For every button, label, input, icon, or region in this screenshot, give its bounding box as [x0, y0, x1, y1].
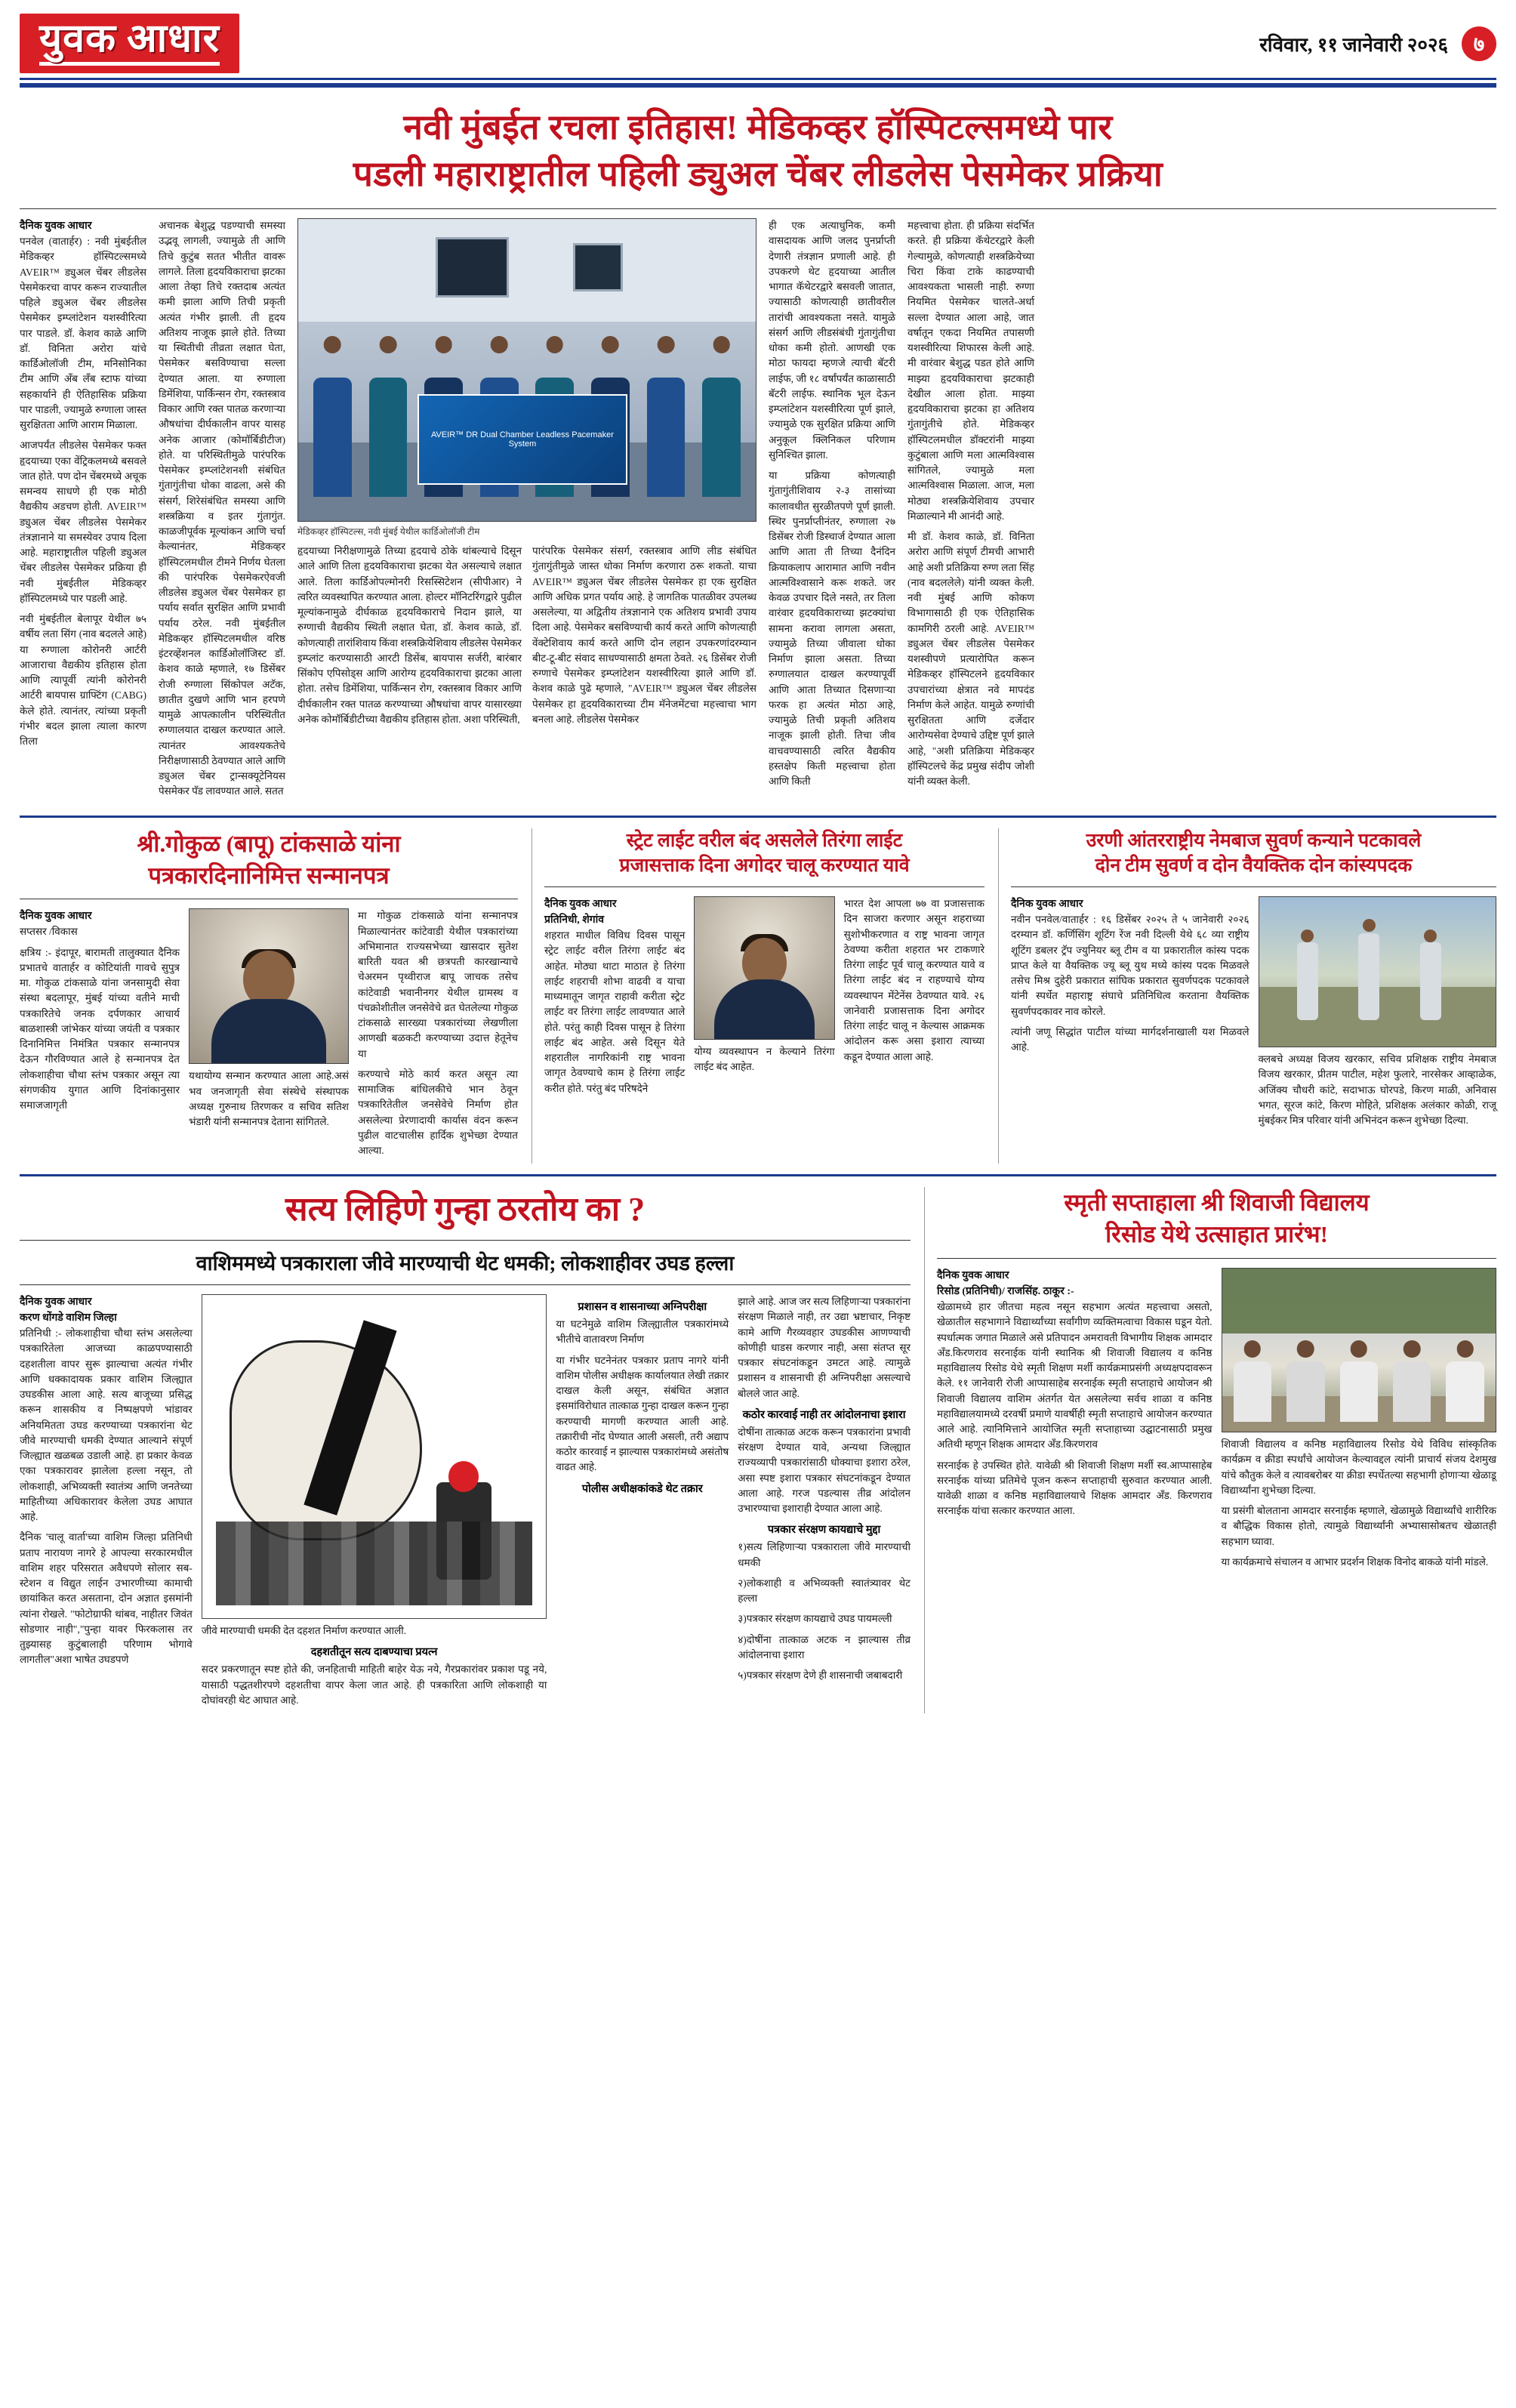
story2-rule	[544, 886, 984, 887]
story2-headline-line-1: स्ट्रेट लाईट वरील बंद असलेले तिरंगा लाईट	[626, 830, 903, 851]
bottom-right-byline: दैनिक युवक आधार	[937, 1270, 1009, 1282]
story3-headline-line-2: दोन टीम सुवर्ण व दोन वैयक्तिक दोन कांस्यपदक	[1095, 856, 1413, 877]
story1-paragraph: मा गोकुळ टांकसाळे यांना सन्मानपत्र मिळाल्यानंतर कांटेवाडी येथील पत्रकारांच्या अभिमानात राज्यसभेच्या खासदार सुतेश बारिती यवत श्री छत्रपती कारखान्याचे चेअरमन पृथ्वीराज बापू जाचक तसेच कांटेवाडी भवानीनगर येथील ग्रामस्थ व पंचक्रोशीतील जनसेवेचे व्रत घेतलेल्या गोकुळ टांकसाळे सारख्या पत्रकारांच्या लेखणीला आणखी बळकटी करण्याच्या उदात्त हेतूनेच या	[358, 910, 518, 1059]
lead-photo	[297, 218, 756, 522]
story2-byline: दैनिक युवक आधार	[544, 899, 617, 911]
lead-byline: दैनिक युवक आधार	[20, 220, 92, 233]
person-figure	[1297, 942, 1318, 1020]
photo-trees	[1222, 1269, 1496, 1333]
bottom-right-col-1	[937, 1268, 1212, 1575]
bottom-left-byline: दैनिक युवक आधार	[20, 1296, 92, 1309]
bottom-left-byline-2: करण धोंगडे वाशिम जिल्हा	[20, 1312, 117, 1324]
bottom-left-paragraph: प्रतिनिधी :- लोकशाहीचा चौथा स्तंभ असलेल्या पत्रकारितेला आजच्या काळपण्यासाठी दहशतीला वापर सुरू झाल्याचा अत्यंत गंभीर आणि धक्कादायक प्रकार वाशिम जिल्ह्यात उघडकीस आला आहे. सत्य बाजूच्या प्रसिद्ध करून शासकीय व निष्पक्षपणे भांडावर अनियमितता उघड करण्याच्या पत्रकारांना थेट जीवे मारण्याची धमकी देण्यात आल्याने संपूर्ण जिल्ह्यात खळबळ उडाली आहे. हा प्रकार केवळ एका पत्रकारावर झालेला हल्ला नसून, तो लोकशाही, अभिव्यक्ती स्वातंत्र्य आणि जनतेच्या माहितीच्या अधिकारावर केलेला उघड आघात आहे.	[20, 1327, 193, 1523]
bottom-left-list-item: २)लोकशाही व अभिव्यक्ती स्वातंत्र्यावर थेट हल्ला	[738, 1577, 911, 1605]
bottom-left-paragraph: दोषींना तात्काळ अटक करून पत्रकारांना प्रभावी संरक्षण देण्यात यावे, अन्यथा जिल्ह्यात राज्यव्यापी पत्रकारांसाठी धोक्याचा इशारा ठरेल, असा स्पष्ट इशारा पत्रकार संघटनांकडून देण्यात आला आहे. गरज पडल्यास तीव्र आंदोलन उभारण्याचा इशाराही देण्यात आला आहे.	[738, 1426, 911, 1515]
person-figure	[1387, 1340, 1437, 1422]
story-gokul-tanksale	[20, 828, 518, 1164]
lead-col-2	[159, 218, 285, 805]
story2-photo-col	[694, 896, 834, 1102]
bottom-right-photo	[1222, 1268, 1497, 1432]
bottom-right-photo-col	[1222, 1268, 1497, 1575]
story1-paragraph: क्षत्रिय :- इंदापूर, बारामती तालुक्यात दैनिक प्रभातचे वातार्हर व कोटियांती गावचे सुपुत्र मा. गोकुळ टांकसाळे यांना जनसामुदी सेवा संस्था बदलापूर, मुंबई यांच्या वतीने माची पत्रकारितेचे जनक दर्पणकार आचार्य बाळशास्त्री जांभेकर यांच्या जयंती व पत्रकार दिनानिमित्त निमंत्रित पत्रकार सन्मानपत्र देऊन गौरविण्यात आले हे सन्मानपत्र देत लोकशाहीचा चौथा स्तंभ पत्रकार असून त्या संगणकीय युगात आणि दिनांकानुसार समाजजागृती	[20, 946, 180, 1112]
bottom-left-illustration-col	[202, 1294, 547, 1713]
story-smruti-saptah	[924, 1187, 1496, 1713]
bottom-left-subheading: पत्रकार संरक्षण कायद्याचे मुद्दा	[767, 1524, 881, 1537]
lead-headline-line-1: नवी मुंबईत रचला इतिहास! मेडिकव्हर हॉस्पिटल्समध्ये पार	[403, 108, 1113, 146]
story2-photo	[694, 896, 834, 1040]
bottom-left-list-item: ५)पत्रकार संरक्षण देणे ही शासनाची जबाबदारी	[738, 1670, 903, 1682]
story1-col-1	[20, 908, 180, 1164]
bottom-right-columns	[937, 1268, 1496, 1575]
story3-col-1	[1011, 896, 1249, 1133]
newspaper-logo	[20, 14, 239, 73]
story1-columns	[20, 908, 518, 1164]
story1-paragraph: करण्याचे मोठे कार्य करत असून त्या सामाजिक बांधिलकीचे भान ठेवून पत्रकारितेतील जनसेवेचे निर्माण होत असलेल्या प्रेरणादायी कार्यास वंदन करून पुढील वाटचालीस हार्दिक शुभेच्छा देण्यात आल्या.	[358, 1068, 518, 1157]
lead-photo-caption: मेडिकव्हर हॉस्पिटल्स, नवी मुंबई येथील कार्डिओलॉजी टीम	[297, 526, 480, 538]
story1-byline: दैनिक युवक आधार	[20, 911, 92, 923]
lead-col-6	[907, 218, 1034, 805]
story1-photo-col	[189, 908, 349, 1164]
story3-paragraph: क्लबचे अध्यक्ष विजय खरकार, सचिव प्रशिक्षक राष्ट्रीय नेमबाज विजय खरकार, प्रीतम पाटील, महेश फुलारे, नारसेकर आव्हाळेक, अजिंक्य चौधरी कांटे, सदाभाऊ घोरपडे, किरण माळी, अनिवास भगत, सूरज कांटे, किरण मोहिते, प्रशिक्षक अलंकार कोळी, राजू मुंबईकर मित्र परिवार यांनी अभिनंदन करून शुभेच्छा दिल्या.	[1258, 1053, 1496, 1127]
story2-byline-2: प्रतिनिधी, शेगांव	[544, 914, 605, 927]
bottom-right-headline-line-2: रिसोड येथे उत्साहात प्रारंभ!	[1105, 1221, 1328, 1248]
middle-band	[20, 828, 1496, 1164]
bottom-left-subhead: वाशिममध्ये पत्रकाराला जीवे मारण्याची थेट धमकी; लोकशाहीवर उघड हल्ला	[196, 1251, 735, 1275]
photo-wall	[298, 219, 756, 322]
person-figure	[307, 336, 358, 497]
story2-col-1	[544, 896, 685, 1102]
lead-paragraph: नवी मुंबईतील बेलापूर येथील ७५ वर्षीय लता सिंग (नाव बदलले आहे) या रुग्णाला कोरोनरी आर्टरी आजाराचा वैद्यकीय इतिहास होता आणि त्यापूर्वी त्यांनी कोरोनरी आर्टरी बायपास ग्राफ्टिंग (CABG) केले होते. त्यानंतर, त्यांच्या प्रकृती गंभीर बदल झाला त्याला कारण तिला	[20, 613, 146, 748]
newspaper-title: युवक आधार	[39, 17, 220, 60]
lead-paragraph: या प्रक्रिया कोणत्याही गुंतागुंतीशिवाय २-३ तासांच्या कालावधीत सुरळीतपणे पूर्ण झाली. स्थिर पुनर्प्राप्तीनंतर, रुग्णाला २७ डिसेंबर रोजी डिस्चार्ज देण्यात आला आणि आता ती तिच्या दैनंदिन क्रियाकलाप आरामात आणि नवीन आत्मविश्वासाने करू शकते. जर केवळ उपचार दिले नसते, तर तिला वारंवार हृदयविकाराच्या झटक्यांचा सामना करावा लागला असता, ज्यामुळे तिच्या जीवाला धोका निर्माण झाला असता. तिच्या रुग्णालयात दाखल करण्यापूर्वी आणि आता तिच्यात दिसणाऱ्या फरक हा अत्यंत मोठा आहे, ज्यामुळे तिची प्रकृती अतिशय नाजूक झाली होती. तिचा जीव वाचवण्यासाठी त्वरित वैद्यकीय हस्तक्षेप किती महत्त्वाचा होता आणि किती	[769, 470, 895, 788]
bottom-right-paragraph: शिवाजी विद्यालय व कनिष्ठ महाविद्यालय रिसोड येथे विविध सांस्कृतिक कार्यक्रम व क्रीडा स्पर्धांचे आयोजन केल्यावद्दल त्यांनी प्राचार्य संजय देशमुख यांचे कौतुक केले व त्यावबरोबर या क्रीडा स्पर्धेतल्या सहभागी होणाऱ्या खेळाडू विद्यार्थ्यांना शुभेच्छा दिल्या.	[1221, 1438, 1496, 1496]
person-figure	[1228, 1340, 1277, 1422]
bottom-left-paragraph: सदर प्रकरणातून स्पष्ट होते की, जनहिताची माहिती बाहेर येऊ नये, गैरप्रकारांवर प्रकाश पडू नये, यासाठी पद्धतशीरपणे दहशतीचा वापर केला जात आहे. ही पत्रकारिता आणि लोकशाही या दोघांवरही थेट आघात आहे.	[201, 1663, 547, 1706]
bottom-left-rule-2	[20, 1284, 911, 1285]
bottom-left-paragraph: जीवे मारण्याची धमकी देत दहशत निर्माण करण्यात आली.	[201, 1625, 407, 1637]
lead-col-3	[297, 544, 522, 732]
bottom-left-list-item: १)सत्य लिहिणाऱ्या पत्रकाराला जीवे मारण्याची धमकी	[738, 1541, 911, 1568]
bottom-left-paragraph: या घटनेमुळे वाशिम जिल्ह्यातील पत्रकारांमध्ये भीतीचे वातावरण निर्माण	[556, 1318, 729, 1346]
bottom-left-paragraph: दैनिक 'चालू वार्ता'च्या वाशिम जिल्हा प्रतिनिधी प्रताप नारायण नागरे हे आपल्या सरकारमधील वाशिम शहर परिसरात अवैधपणे सोलार सब-स्टेशन व विद्युत लाईन उभारणीच्या कामाची छायांकित करत असताना, दोन अज्ञात इसमांनी त्यांना रोखले. "फोटोग्राफी थांबव, नाहीतर जिवंत सोडणार नाही","पुन्हा यावर फिरकलास तर तुझ्यासह कुटुंबालाही परिणाम भोगावे लागतील"अशा भाषेत उघडपणे	[20, 1531, 193, 1666]
story2-col-3	[844, 896, 984, 1102]
story1-photo	[189, 908, 349, 1064]
story3-byline: दैनिक युवक आधार	[1011, 899, 1083, 911]
lead-paragraph: ही एक अत्याधुनिक, कमी वासदायक आणि जलद पुनर्प्राप्ती देणारी तंत्रज्ञान प्रणाली आहे. ही उपकरणे थेट हृदयाच्या आतील भागात कॅथेटरद्वारे बसवली जातात, ज्यासाठी कोणत्याही छातीवरील तारांची आवश्यकता नसते. यामुळे संसर्ग आणि लीडसंबंधी गुंतागुंतीचा धोका कमी होतो. आणखी एक मोठा फायदा म्हणजे त्याची बॅटरी लाईफ, जी १८ वर्षांपर्यंत काळासाठी बॅटरी लाईफ. स्थानिक भूल देऊन इम्प्लांटेशन यशस्वीरित्या पूर्ण झाले, ज्यामुळे एक सुरक्षित प्रक्रिया आणि अनुकूल क्लिनिकल परिणाम सुनिश्चित झाला.	[769, 220, 895, 461]
lead-headline-rule	[20, 208, 1496, 209]
lead-col-4	[532, 544, 756, 732]
bottom-left-columns	[20, 1294, 911, 1713]
date-band	[1259, 26, 1496, 61]
masthead-rule	[20, 83, 1496, 88]
story-journalist-threat	[20, 1187, 911, 1713]
event-banner: AVEIR™ DR Dual Chamber Leadless Pacemaker System	[418, 394, 628, 485]
person-figure	[1358, 933, 1379, 1020]
story2-headline-line-2: प्रजासत्ताक दिना अगोदर चालू करण्यात यावे	[619, 856, 910, 877]
story3-paragraph: त्यांनी जणू सिद्धांत पाटील यांच्या मार्गदर्शनाखाली यश मिळवले आहे.	[1011, 1025, 1249, 1053]
bottom-right-paragraph: सरनाईक हे उपस्थित होते. यावेळी श्री शिवाजी शिक्षण मर्शी स्व.आप्पासाहेब सरनाईक यांच्या प्रतिमेचे पूजन करून सप्ताहाची सुरुवात करण्यात आली. यावेळी शाळा व कनिष्ठ महाविद्यालयाचे शिक्षक आमदार अँड. किरणराव सरनाईक यांचा सत्कार करण्यात आला.	[937, 1459, 1212, 1517]
bottom-right-byline-2: रिसोड (प्रतिनिधी)/ राजसिंह. ठाकूर :-	[937, 1286, 1074, 1298]
lead-headline	[27, 104, 1489, 198]
person-shoulders	[211, 999, 325, 1064]
bottom-left-subheading: पोलीस अधीक्षकांकडे थेट तक्रार	[581, 1482, 703, 1495]
lead-paragraph: अचानक बेशुद्ध पडण्याची समस्या उद्भवू लागली, ज्यामुळे ती आणि तिचे कुटुंब सतत भीतीत वावरू लागले. तिला हृदयविकाराचा झटका आला तेव्हा तिचे रक्तदाब अत्यंत कमी झाला आणि तिची प्रकृती अत्यंत गंभीर झाली. ती हृदय अतिशय नाजूक झाले होते. तिच्या या स्थितीची तीव्रता लक्षात घेता, पेसमेकर बसविण्याचा सल्ला देण्यात आला. या रुग्णाला डिमेंशिया, पार्किन्सन रोग, रक्तस्त्राव विकार आणि रक्त पातळ करणाऱ्या औषधांचा दीर्घकालीन वापर यासह अनेक आजार (कोमॉर्बिडीटीज) होते. या परिस्थितीमुळे पारंपरिक पेसमेकर इम्प्लांटेशनशी संबंधित गुंतागुंतीचा धोका वाढला, असे की संसर्ग, शिरेसंबंधित समस्या आणि शस्त्रक्रिया व इतर गुंतागुंत. काळजीपूर्वक मूल्यांकन आणि चर्चा केल्यानंतर, मेडिकव्हर हॉस्पिटलमधील टीमने निर्णय घेतला की पारंपरिक पेसमेकरऐवजी लीडलेस ड्युअल चेंबर पेसमेकर हा पर्याय सर्वात सुरक्षित आणि प्रभावी पर्याय ठरेल. नवी मुंबईतील मेडिकव्हर हॉस्पिटलमधील वरिष्ठ इंटरव्हेंशनल कार्डिओलॉजिस्ट डॉ. केशव काळे म्हणाले, १७ डिसेंबर रोजी रुग्णाला सिंकोपल अटॅक, छातीत दुखणे आणि भान हरपणे यामुळे आपत्कालीन परिस्थितीत रुग्णालयात दाखल करण्यात आले. त्यानंतर आवश्यकतेचे निरीक्षणासाठी ठेवण्यात आले आणि ड्युअल चेंबर ट्रान्सक्यूटेनियस पेसमेकर पॅड लावण्यात आले. सतत	[159, 220, 285, 797]
bottom-left-list-item: ४)दोषींना तात्काळ अटक न झाल्यास तीव्र आंदोलनाचा इशारा	[738, 1633, 911, 1660]
bottom-right-paragraph: या प्रसंगी बोलताना आमदार सरनाईक म्हणाले, खेळामुळे विद्यार्थ्यांचे शारीरिक व बौद्धिक विकास होतो, त्यामुळे विद्यार्थ्यांनी अभ्यासासोबतच खेळातही सहभाग घ्यावा.	[1221, 1505, 1496, 1547]
bottom-right-rule	[937, 1258, 1496, 1259]
logo-underline	[39, 62, 220, 66]
lead-photo-under-columns	[297, 544, 756, 732]
bottom-band	[20, 1187, 1496, 1713]
bottom-right-headline-line-1: स्मृती सप्ताहाला श्री शिवाजी विद्यालय	[1064, 1189, 1370, 1216]
illustration-pen-and-cameras	[202, 1294, 547, 1619]
story3-rule	[1011, 886, 1496, 887]
person-figure	[641, 336, 692, 497]
section-divider-2	[20, 1174, 1496, 1176]
lead-paragraph: मी डॉ. केशव काळे, डॉ. विनिता अरोरा आणि संपूर्ण टीमची आभारी आहे अशी प्रतिक्रिया रुग्ण लता सिंह (नाव बदललेले) यांनी व्यक्त केली. नवी मुंबई आणि कोकण विभागासाठी ही एक ऐतिहासिक कामगिरी ठरली आहे. AVEIR™ ड्युअल चेंबर लीडलेस पेसमेकर यशस्वीपणे प्रत्यारोपित करून मेडिकव्हर हॉस्पिटलने हृदयविकार उपचारांच्या क्षेत्रात नवे मापदंड निर्माण केले आहेत. यामुळे रुग्णांची सुरक्षितता आणि दर्जेदार आरोग्यसेवा देण्याचे उद्दिष्ट पूर्ण झाले आहे, "अशी प्रतिक्रिया मेडिकव्हर हॉस्पिटलचे केंद्र प्रमुख संदीप जोशी यांनी व्यक्त केली.	[907, 531, 1034, 788]
lead-story	[20, 218, 1496, 805]
masthead	[20, 14, 1496, 80]
bottom-left-subheading: दहशतीतून सत्य दाबण्याचा प्रयत्न	[310, 1646, 438, 1659]
bottom-left-subheading: प्रशासन व शासनाच्या अग्निपरीक्षा	[578, 1301, 707, 1314]
page-number-badge: ७	[1462, 26, 1496, 61]
section-divider-1	[20, 816, 1496, 818]
bottom-left-rule	[20, 1240, 911, 1241]
cameras-illustration	[216, 1522, 532, 1605]
story-shooting-medals	[998, 828, 1496, 1164]
lead-photo-block	[297, 218, 756, 805]
story-tiranga-lights	[532, 828, 984, 1164]
story1-headline-line-1: श्री.गोकुळ (बापू) टांकसाळे यांना	[137, 830, 401, 857]
bottom-left-paragraph: झाले आहे. आज जर सत्य लिहिणाऱ्या पत्रकारांना संरक्षण मिळाले नाही, तर उद्या भ्रष्टाचार, निकृष्ट कामे आणि गैरव्यवहार उघडकीस आणण्याची कोणीही धाडस करणार नाही, असा संतप्त सूर पत्रकार संघटनांकडून उमटत आहे. त्यामुळे प्रशासन व शासनाची ही अग्निपरीक्षा असल्याचे बोलले जात आहे.	[738, 1296, 911, 1399]
person-figure	[696, 336, 747, 497]
lead-col-1	[20, 218, 146, 805]
bottom-left-paragraph: या गंभीर घटनेनंतर पत्रकार प्रताप नागरे यांनी वाशिम पोलीस अधीक्षक कार्यालयात लेखी तक्रार दाखल केली असून, संबंधित अज्ञात इसमांविरोधात तात्काळ गुन्हा दाखल करून गुन्हा करण्याची मागणी करण्यात आली आहे. तक्रारीची नोंद घेण्यात आली असली, तरी अद्याप कठोर कारवाई न झाल्यास पत्रकारांमध्ये असंतोष वाढत आहे.	[556, 1354, 729, 1473]
story1-col-3	[358, 908, 518, 1164]
lead-paragraph: महत्त्वाचा होता. ही प्रक्रिया संदर्भित करते. ही प्रक्रिया कॅथेटरद्वारे केली गेल्यामुळे, कोणत्याही शस्त्रक्रियेच्या चिरा किंवा टाके काढण्याची आवश्यकता भासली नाही. रुग्णा नियमित पेसमेकर चालते-अर्धा सल्ला देण्यात आला आहे, जात वर्षातून एकदा नियमित तपासणी यशस्वीरित्या शिफारस केली आहे. मी वारंवार बेशुद्ध पडत होते आणि माझ्या हृदयविकाराचा झटकाही देखील आला होता. माझ्या हृदयविकाराचा झटका हा अतिशय गुंतागुंतीचे होते. मेडिकव्हर हॉस्पिटलमधील डॉक्टरांनी माझ्या कुटुंबाला आणि मला आत्मविश्वास सांगितले, ज्यामुळे मला आत्मविश्वास मिळाला. आज, मला मोठ्या शस्त्रक्रियेशिवाय उपचार मिळाल्याने मी आनंदी आहे.	[907, 220, 1034, 522]
monitor-screen	[436, 237, 509, 298]
bottom-left-col-3	[556, 1294, 729, 1713]
lead-dateline: पनवेल (वातार्हर) : नवी मुंबईतील मेडिकव्हर हॉस्पिटल्समध्ये AVEIR™ ड्युअल चेंबर लीडलेस पेसमेकरचा वापर करून राज्यातील पहिले ड्युअल चेंबर लीडलेस पेसमेकर इम्प्लांटेशन यशस्वीरित्या पार पाडले. डॉ. केशव काळे आणि डॉ. विनिता अरोरा यांचे कार्डिओलॉजी टीम, मनिसोनिका टीम आणि अँब लँब स्टाफ यांच्या सहकार्याने ही ऐतिहासिक प्रक्रिया पार पाडली, ज्यामुळे रुग्णाला जास्त सुरक्षितता आणि आराम मिळाला.	[20, 236, 146, 431]
story3-photo-col	[1259, 896, 1497, 1133]
person-figure	[1420, 942, 1441, 1020]
lead-col-5	[769, 218, 895, 805]
story1-paragraph: यथायोग्य सन्मान करण्यात आला आहे.असं भव जनजागृती सेवा संस्थेचे संस्थापक अध्यक्ष गुरुनाथ तिरणकर व सचिव सतिश भंडारी यांनी सन्मानपत्र देताना सांगितले.	[189, 1070, 349, 1128]
bottom-right-paragraph: या कार्यक्रमाचे संचालन व आभार प्रदर्शन शिक्षक विनोद बाकळे यांनी मांडले.	[1221, 1555, 1489, 1568]
bottom-left-list-item: ३)पत्रकार संरक्षण कायद्याचे उघड पायमल्ली	[738, 1613, 892, 1625]
person-figure	[1334, 1340, 1384, 1422]
story1-paragraph: सप्तसर /विकास	[20, 926, 78, 938]
bottom-right-paragraph: खेळामध्ये हार जीतचा महत्व नसून सहभाग अत्यंत महत्त्वाचा असतो, खेळातील सहभागाने विद्यार्थ्यांच्या सर्वांगीण व्यक्तिमत्वाचा विकास घडून येतो. स्पर्धात्मक जगात मिळाले असे प्रतिपादन अमरावती विभागीय शिक्षक आमदार अँड.किरणराव सरनाईक यांनी स्थानिक श्री शिवाजी विद्यालय व कनिष्ठ महाविद्यालय रिसोड येथे स्मृती शिक्षण मर्शी कार्यक्रमाप्रसंगी अध्यक्षपदावरून केले. ११ जानेवारी रोजी आप्पासाहेब सरनाईक स्मृती सप्ताहाचे आयोजन श्री शिवाजी विद्यालय वाशिम अंतर्गत येत असलेल्या सर्वच शाळा व कनिष्ठ महाविद्यालयामध्ये दरवर्षी प्रमाणे यावर्षीही स्मृती सप्ताहाचे आयोजन करण्यात आले आहे. त्यानिमित्ताने आयोजित स्मृती सप्ताहाच्या उद्घाटनासाठी प्रमुख अतिथी म्हणून शिक्षक आमदार अँड.किरणराव	[937, 1301, 1212, 1451]
bottom-left-col-4	[738, 1294, 911, 1713]
story2-paragraph: शहरात माधील विविध दिवस पासून स्ट्रेट लाईट वरील तिरंगा लाईट बंद आहेत. मोठ्या थाटा माठात हे तिरंगा लाईट शहराची शोभा वाढवी व याचा माध्यमातून जागृत राहावी करीता स्ट्रेट लाईट वर तिरंगा लाईट लावण्यात आले होते. परंतु काही दिवस पासून हे तिरंगा लाईट बंद आहेत. असे दिसून येते शहरातील नागरिकांनी राष्ट्र भावना जागृत ठेवण्याचे काम हे तिरंगा लाईट करीत होते. परंतु बंद परिषदेने	[544, 930, 686, 1094]
story3-columns	[1011, 896, 1496, 1133]
story1-headline-line-2: पत्रकारदिनानिमित्त सन्मानपत्र	[148, 862, 390, 889]
story3-paragraph: नवीन पनवेल/वातार्हर : १६ डिसेंबर २०२५ ते ५ जानेवारी २०२६ दरम्यान डॉ. कर्णिसिंग शूटिंग रेंज नवी दिल्ली येथे ६८ व्या राष्ट्रीय शूटिंग डबलर ट्रॅप ज्युनियर ब्लू टीम व या प्रकारातील कांस्य पदक प्राप्त केले या वैयक्तिक ज्यू ब्लू युथ मध्ये कांस्य पदक मिळवले तसेच मिश्र दुहेरी प्रकारात सांघिक प्रकारात सुवर्णपदक पटकावले यांनी स्पर्धेत महाराष्ट्र संघाचे प्रतिनिधित्व करताना वैयक्तिक सुवर्णपदकावर नाव कोरले.	[1011, 914, 1249, 1017]
person-figure	[363, 336, 414, 497]
story3-photo	[1259, 896, 1497, 1047]
story2-paragraph: योग्य व्यवस्थापन न केल्याने तिरंगा लाईट बंद आहेत.	[694, 1046, 835, 1073]
lead-paragraph: पारंपरिक पेसमेकर संसर्ग, रक्तस्त्राव आणि लीड संबंधित गुंतागुंतीमुळे जास्त धोका निर्माण करणारा ठरू शकतो. याचा AVEIR™ ड्युअल चेंबर लीडलेस पेसमेकर हा एक सुरक्षित आणि अधिक प्रगत पर्याय आहे. हे जागतिक पातळीवर उपलब्ध असलेल्या, या अद्वितीय तंत्रज्ञानाने एक अतिशय प्रभावी उपाय दिला आहे. पेसमेकर बसविण्याची कार्य करते आणि कोणत्याही वेंक्टेशिवाय कार्य करते आणि दोन लहान उपकरणांदरम्यान बीट-टू-बीट संवाद साधण्यासाठी क्षमता ठेवते. २६ डिसेंबर रोजी रुग्णाचे पेसमेकर इम्प्लांटेशन यशस्वीरित्या झाले आणि डॉ. केशव काळे पुढे म्हणाले, "AVEIR™ ड्युअल चेंबर लीडलेस पेसमेकर हा हृदयविकाराच्या टीम मॅनेजमेंटचा महत्त्वाचा भाग बनला आहे. लीडलेस पेसमेकर	[532, 545, 756, 725]
story2-paragraph: भारत देश आपला ७७ वा प्रजासत्ताक दिन साजरा करणार असून शहराच्या सुशोभीकरणात व राष्ट्र भावना जागृत ठेवण्या करीता शहरात भर टाकणारे तिरंगा लाईट पूर्व चालू करण्यात यावे व तिरंगा लाईट बंद न राहण्याचे योग्य व्यवस्थापन मेंटेनेंस ठेवण्यात यावे. २६ जानेवारी प्रजासत्ताक दिना अगोदर तिरंगा लाईट चालू न केल्यास आक्रमक आंदोलन करू असा इशारा त्याच्या कडून देण्यात आला आहे.	[843, 898, 984, 1062]
bottom-left-headline: सत्य लिहिणे गुन्हा ठरतोय का ?	[285, 1191, 646, 1229]
monitor-screen-secondary	[573, 243, 624, 291]
bottom-left-subheading: कठोर कारवाई नाही तर आंदोलनाचा इशारा	[742, 1408, 906, 1421]
lead-headline-line-2: पडली महाराष्ट्रातील पहिली ड्युअल चेंबर लीडलेस पेसमेकर प्रक्रिया	[353, 155, 1163, 194]
issue-date: रविवार, ११ जानेवारी २०२६	[1259, 33, 1448, 56]
lead-paragraph: हृदयाच्या निरीक्षणामुळे तिच्या हृदयाचे ठोके थांबल्याचे दिसून आले आणि तिला हृदयविकाराचा झटका येत असल्याचे लक्षात आले. तिला कार्डिओपल्मोनरी रिसस्सिटेशन (सीपीआर) ने त्वरित व्यवस्थापित करण्यात आला. होल्टर मॉनिटरिंगद्वारे पुढील मूल्यांकनामुळे दीर्घकाळ हृदयविकाराचे निदान झाले, या रुग्णाची वैद्यकीय स्थिती लक्षात घेता, डॉ. केशव काळे, डॉ. कोणत्याही तारांशिवाय किंवा शस्त्रक्रियेशिवाय लीडलेस पेसमेकर इम्प्लांट करण्यासाठी आरटी डिसेंब, बायपास सर्जरी, बारंबार सिंकोप एपिसोड्स आणि आरोग्य हृदयविकाराचा झटका आला होता. तसेच डिमेंशिया, पार्किन्सन रोग, रक्तस्त्राव विकार आणि दीर्घकालीन रक्त पातळ करण्याच्या औषधांचा वापर यासारख्या अनेक कोमॉर्बिडीटीच्या वैद्यकीय इतिहास होता. अशा परिस्थिती,	[297, 545, 522, 725]
person-figure	[1280, 1340, 1330, 1422]
story3-headline-line-1: उरणी आंतरराष्ट्रीय नेमबाज सुवर्ण कन्याने पटकावले	[1086, 830, 1422, 851]
person-figure	[1441, 1340, 1490, 1422]
bottom-left-col-1	[20, 1294, 193, 1713]
story2-columns	[544, 896, 984, 1102]
lead-paragraph: आजपर्यंत लीडलेस पेसमेकर फक्त हृदयाच्या एका वेंट्रिकलमध्ये बसवले जात होते. पण दोन चेंबरमध्ये अचूक समन्वय साधणे ही एक मोठी वैद्यकीय अडचण होती. AVEIR™ ड्युअल चेंबर लीडलेस पेसमेकर तंत्रज्ञानाने या समस्येवर उपाय दिला आहे. महाराष्ट्रातील पहिली ड्युअल चेंबर लीडलेस पेसमेकर प्रक्रिया ही नवी मुंबईतील मेडिकव्हर हॉस्पिटलमध्ये पार पडली आहे.	[20, 439, 146, 604]
